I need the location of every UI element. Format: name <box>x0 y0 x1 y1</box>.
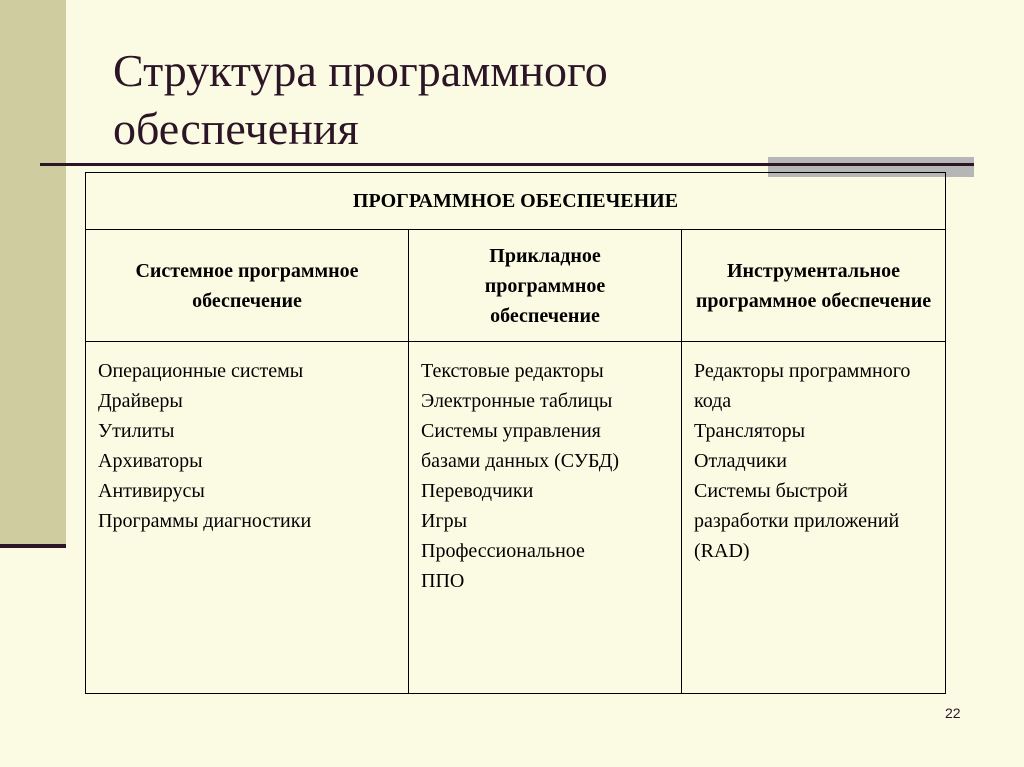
category-line: обеспечение <box>490 304 600 327</box>
list-item: Системы управления <box>421 420 601 442</box>
software-structure-table <box>85 172 946 694</box>
list-item: Драйверы <box>98 390 183 412</box>
list-item: Программы диагностики <box>98 510 312 532</box>
category-instrumental <box>682 230 946 342</box>
category-line: программное <box>484 274 606 297</box>
list-item: Операционные системы <box>98 360 304 382</box>
list-item: (RAD) <box>694 540 750 562</box>
list-item: Отладчики <box>694 450 787 472</box>
side-accent-line <box>0 544 66 548</box>
list-item: Редакторы программного <box>694 360 911 382</box>
category-line: Прикладное <box>489 244 601 267</box>
system-software-list <box>86 342 409 694</box>
category-system <box>86 230 409 342</box>
instrumental-software-list <box>682 342 946 694</box>
table-header-row <box>86 173 946 230</box>
list-item: Архиваторы <box>98 450 203 472</box>
slide-title-line-2: обеспечения <box>113 103 359 154</box>
list-item: Игры <box>421 510 468 532</box>
list-item: кода <box>694 390 732 412</box>
category-line: Системное программное <box>135 259 359 282</box>
list-item: Электронные таблицы <box>421 390 613 412</box>
list-item: Трансляторы <box>694 420 806 442</box>
page-number: 22 <box>945 705 961 721</box>
list-item: Системы быстрой <box>694 480 848 502</box>
list-item: Профессиональное <box>421 540 585 562</box>
list-item: базами данных (СУБД) <box>421 450 620 472</box>
items-row <box>86 342 946 694</box>
table-header: ПРОГРАММНОЕ ОБЕСПЕЧЕНИЕ <box>86 173 946 230</box>
application-software-list <box>409 342 682 694</box>
list-item: Переводчики <box>421 480 534 502</box>
category-line: программное обеспечение <box>695 289 932 312</box>
category-application <box>409 230 682 342</box>
side-accent-bar <box>0 0 66 548</box>
list-item: Антивирусы <box>98 480 205 502</box>
category-line: обеспечение <box>192 289 302 312</box>
slide-title-line-1: Структура программного <box>113 45 608 96</box>
list-item: разработки приложений <box>694 510 900 532</box>
slide-title <box>113 42 933 158</box>
list-item: Текстовые редакторы <box>421 360 604 382</box>
category-line: Инструментальное <box>726 259 901 282</box>
list-item: ППО <box>421 570 465 592</box>
list-item: Утилиты <box>98 420 175 442</box>
category-row <box>86 230 946 342</box>
